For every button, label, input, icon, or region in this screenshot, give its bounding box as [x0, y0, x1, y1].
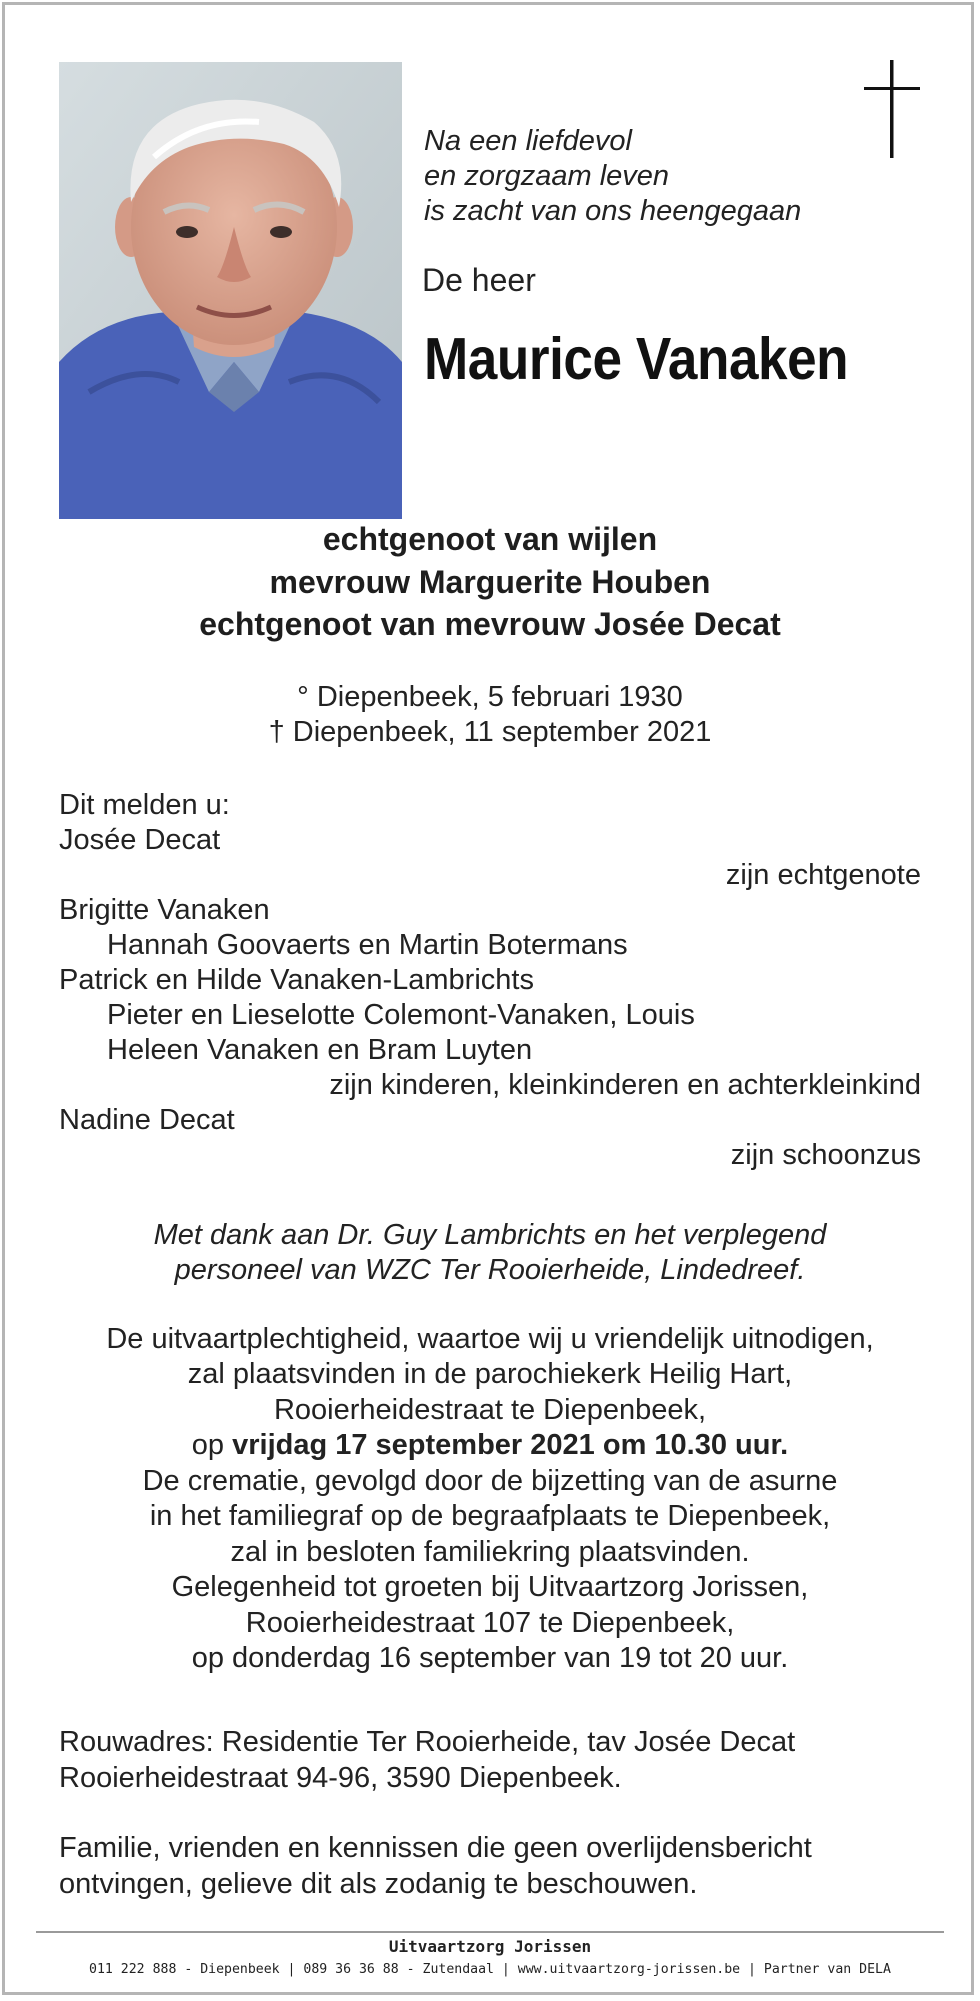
address-line-2: Rooierheidestraat 94-96, 3590 Diepenbeek. — [59, 1762, 622, 1794]
ceremony-line-4 — [0, 1428, 980, 1464]
thanks-line-1: Met dank aan Dr. Guy Lambrichts en het verplegend — [153, 1219, 827, 1251]
grandchild-2-name: Pieter en Lieselotte Colemont-Vanaken, Louis — [107, 999, 695, 1031]
title-prefix: De heer — [422, 262, 536, 298]
footer-company: Uitvaartzorg Jorissen — [388, 1937, 592, 1956]
ceremony-line-8: Gelegenheid tot groeten bij Uitvaartzorg Jorissen, — [171, 1571, 809, 1603]
intro-line-2: en zorgzaam leven — [424, 160, 670, 192]
relation-line-2: mevrouw Marguerite Houben — [269, 564, 711, 600]
cross-icon — [862, 60, 922, 160]
intro-line-1: Na een liefdevol — [424, 125, 632, 157]
footer-info: 011 222 888 - Diepenbeek | 089 36 36 88 - Zutendaal | www.uitvaartzorg-jorissen.be | Partner van DELA — [89, 1962, 891, 1977]
ceremony-line-10: op donderdag 16 september van 19 tot 20 uur. — [191, 1642, 789, 1674]
ceremony-line-6: in het familiegraf op de begraafplaats te Diepenbeek, — [149, 1500, 831, 1532]
sister-in-law-name: Nadine Decat — [59, 1104, 235, 1136]
thanks-line-2: personeel van WZC Ter Rooierheide, Lindedreef. — [174, 1254, 806, 1286]
ceremony-line-5: De crematie, gevolgd door de bijzetting van de asurne — [142, 1465, 838, 1497]
notice-line-2: ontvingen, gelieve dit als zodanig te beschouwen. — [59, 1868, 698, 1900]
notice-line-1: Familie, vrienden en kennissen die geen overlijdensbericht — [59, 1832, 812, 1864]
birth-date: ° Diepenbeek, 5 februari 1930 — [297, 681, 683, 713]
footer-divider — [36, 1931, 944, 1933]
spouse-role: zijn echtgenote — [725, 859, 921, 891]
child-1-name: Brigitte Vanaken — [59, 894, 270, 926]
child-2-name: Patrick en Hilde Vanaken-Lambrichts — [59, 964, 534, 996]
ceremony-date: vrijdag 17 september 2021 om 10.30 uur. — [232, 1429, 789, 1461]
grandchild-3-name: Heleen Vanaken en Bram Luyten — [107, 1034, 533, 1066]
portrait-photo — [59, 62, 402, 519]
intro-line-3: is zacht van ons heengegaan — [424, 195, 802, 227]
ceremony-line-7: zal in besloten familiekring plaatsvinden. — [230, 1536, 750, 1568]
ceremony-line-3: Rooierheidestraat te Diepenbeek, — [273, 1394, 707, 1426]
grandchild-1-name: Hannah Goovaerts en Martin Botermans — [107, 929, 628, 961]
spouse-name: Josée Decat — [59, 824, 221, 856]
ceremony-line-1: De uitvaartplechtigheid, waartoe wij u vriendelijk uitnodigen, — [106, 1323, 874, 1355]
relation-line-3: echtgenoot van mevrouw Josée Decat — [199, 606, 781, 642]
relation-line-1: echtgenoot van wijlen — [322, 521, 658, 557]
ceremony-line-2: zal plaatsvinden in de parochiekerk Heilig Hart, — [187, 1358, 793, 1390]
death-date: † Diepenbeek, 11 september 2021 — [268, 716, 712, 748]
sister-in-law-role: zijn schoonzus — [730, 1139, 921, 1171]
ceremony-date-prefix: op — [191, 1429, 233, 1461]
ceremony-line-9: Rooierheidestraat 107 te Diepenbeek, — [245, 1607, 735, 1639]
portrait-illustration — [59, 62, 402, 519]
deceased-name: Maurice Vanaken — [424, 326, 849, 392]
announce-line: Dit melden u: — [59, 789, 230, 821]
children-role: zijn kinderen, kleinkinderen en achterkleinkind — [329, 1069, 921, 1101]
address-line-1: Rouwadres: Residentie Ter Rooierheide, tav Josée Decat — [59, 1726, 796, 1758]
